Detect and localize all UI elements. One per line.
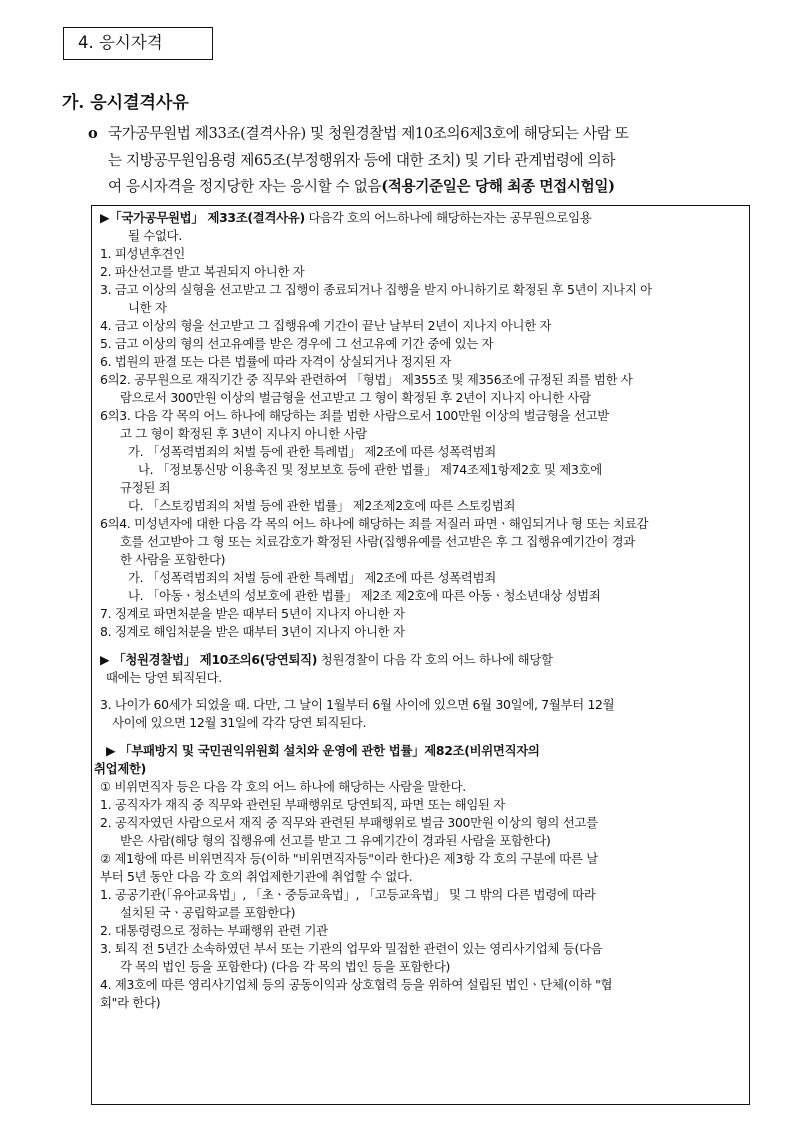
law3-item-cont: 설치된 국ㆍ공립학교를 포함한다) — [120, 905, 296, 920]
law2-heading: ▶ 「청원경찰법」 제10조의6(당연퇴직) 청원경찰이 다음 각 호의 어느 하나에 해당할 — [100, 652, 553, 667]
law1-item-cont: 니한 자 — [128, 300, 167, 315]
law1-item: 5. 금고 이상의 형의 선고유예를 받은 경우에 그 선고유예 기간 중에 있는 자 — [100, 336, 494, 351]
law3-item: ① 비위면직자 등은 다음 각 호의 어느 하나에 해당하는 사람을 말한다. — [100, 779, 466, 794]
section-title-box — [63, 27, 213, 60]
law1-subitem: 가. 「성폭력범죄의 처벌 등에 관한 특례법」 제2조에 따른 성폭력범죄 — [128, 444, 496, 459]
law2-item: 3. 나이가 60세가 되었을 때. 다만, 그 날이 1월부터 6월 사이에 있으면 6월 30일에, 7월부터 12월 — [100, 697, 615, 712]
law1-subitem-cont: 규정된 죄 — [120, 480, 171, 495]
law3-heading: ▶ 「부패방지 및 국민권익위원회 설치와 운영에 관한 법률」제82조(비위면직자의 — [106, 743, 540, 758]
law1-heading: ▶「국가공무원법」 제33조(결격사유) 다음각 호의 어느하나에 해당하는자는 공무원으로임용 — [100, 210, 592, 225]
law3-item: 1. 공공기관(「유아교육법」, 「초ㆍ중등교육법」, 「고등교육법」 및 그 밖의 다른 법령에 따라 — [100, 887, 596, 902]
law1-item-cont: 고 그 형이 확정된 후 3년이 지나지 아니한 사람 — [120, 426, 367, 441]
law1-item: 6의2. 공무원으로 재직기간 중 직무와 관련하여 「형법」 제355조 및 제356조에 규정된 죄를 범한 사 — [100, 372, 633, 387]
law3-item: 1. 공직자가 재직 중 직무와 관련된 부패행위로 당연퇴직, 파면 또는 해임된 자 — [100, 797, 505, 812]
law3-item-cont: 회"라 한다) — [100, 995, 161, 1010]
law1-subitem: 다. 「스토킹범죄의 처벌 등에 관한 법률」 제2조제2호에 따른 스토킹범죄 — [128, 498, 516, 513]
intro-paragraph — [88, 121, 748, 201]
subsection-title: 가. 응시결격사유 — [62, 93, 189, 113]
law1-item-cont: 람으로서 300만원 이상의 벌금형을 선고받고 그 형이 확정된 후 2년이 지나지 아니한 사람 — [120, 390, 591, 405]
law3-item: 2. 대통령령으로 정하는 부패행위 관련 기관 — [100, 923, 328, 938]
law2-item-cont: 사이에 있으면 12월 31일에 각각 당연 퇴직된다. — [112, 715, 367, 730]
law1-subitem: 가. 「성폭력범죄의 처벌 등에 관한 특례법」 제2조에 따른 성폭력범죄 — [128, 570, 496, 585]
law3-item: ② 제1항에 따른 비위면직자 등(이하 "비위면직자등"이라 한다)은 제3항 각 호의 구분에 따른 날 — [100, 851, 598, 866]
law1-subitem: 나. 「아동ㆍ청소년의 성보호에 관한 법률」 제2조 제2호에 따른 아동ㆍ청소년대상 성범죄 — [128, 588, 601, 603]
law1-item: 7. 징계로 파면처분을 받은 때부터 5년이 지나지 아니한 자 — [100, 606, 405, 621]
section-title: 4. 응시자격 — [78, 33, 163, 52]
law1-item: 6. 법원의 판결 또는 다른 법률에 따라 자격이 상실되거나 정지된 자 — [100, 354, 452, 369]
law1-item: 1. 피성년후견인 — [100, 246, 185, 261]
law3-heading-cont: 취업제한) — [94, 761, 147, 776]
spacer — [100, 687, 743, 696]
law3-item: 3. 퇴직 전 5년간 소속하였던 부서 또는 기관의 업무와 밀접한 관련이 있는 영리사기업체 등(다음 — [100, 941, 603, 956]
law1-item-cont: 한 사람을 포함한다) — [120, 552, 226, 567]
law3-item-cont: 받은 사람(해당 형의 집행유예 선고를 받고 그 유예기간이 경과된 사람을 포함한다) — [120, 833, 551, 848]
bullet-mark: o — [88, 125, 98, 142]
law3-item: 2. 공직자였던 사람으로서 재직 중 직무와 관련된 부패행위로 벌금 300만원 이상의 형의 선고를 — [100, 815, 598, 830]
law-excerpt-box — [91, 205, 750, 1105]
spacer — [100, 732, 743, 742]
law1-item: 3. 금고 이상의 실형을 선고받고 그 집행이 종료되거나 집행을 받지 아니하기로 확정된 후 5년이 지나지 아 — [100, 282, 652, 297]
law1-item: 6의4. 미성년자에 대한 다음 각 목의 어느 하나에 해당하는 죄를 저질러 파면ㆍ해임되거나 형 또는 치료감 — [100, 516, 649, 531]
law1-heading-cont: 될 수없다. — [128, 228, 182, 243]
law1-item: 8. 징계로 해임처분을 받은 때부터 3년이 지나지 아니한 자 — [100, 624, 405, 639]
law2-heading-cont: 때에는 당연 퇴직된다. — [106, 670, 222, 685]
law3-item-cont: 부터 5년 동안 다음 각 호의 취업제한기관에 취업할 수 없다. — [100, 869, 413, 884]
law1-subitem: 나. 「정보통신망 이용촉진 및 정보보호 등에 관한 법률」 제74조제1항제2호 및 제3호에 — [138, 462, 602, 477]
spacer — [100, 641, 743, 651]
law1-item-cont: 호를 선고받아 그 형 또는 치료감호가 확정된 사람(집행유예를 선고받은 후 그 집행유예기간이 경과 — [120, 534, 635, 549]
law3-item: 4. 제3호에 따른 영리사기업체 등의 공동이익과 상호협력 등을 위하여 설립된 법인ㆍ단체(이하 "협 — [100, 977, 613, 992]
intro-emphasis: (적용기준일은 당해 최종 면접시험일) — [381, 178, 615, 195]
law1-item: 2. 파산선고를 받고 복권되지 아니한 자 — [100, 264, 305, 279]
law1-item: 6의3. 다음 각 목의 어느 하나에 해당하는 죄를 범한 사람으로서 100만원 이상의 벌금형을 선고받 — [100, 408, 609, 423]
intro-line-1: o 국가공무원법 제33조(결격사유) 및 청원경찰법 제10조의6제3호에 해당되는 사람 또 — [88, 121, 748, 148]
intro-line-3: 여 응시자격을 정지당한 자는 응시할 수 없음(적용기준일은 당해 최종 면접시험일) — [108, 178, 615, 195]
intro-line-2: 는 지방공무원임용령 제65조(부정행위자 등에 대한 조치) 및 기타 관계법령에 의하 — [108, 151, 616, 169]
law1-item: 4. 금고 이상의 형을 선고받고 그 집행유예 기간이 끝난 날부터 2년이 지나지 아니한 자 — [100, 318, 552, 333]
law3-item-cont: 각 목의 법인 등을 포함한다) (다음 각 목의 법인 등을 포함한다) — [120, 959, 451, 974]
